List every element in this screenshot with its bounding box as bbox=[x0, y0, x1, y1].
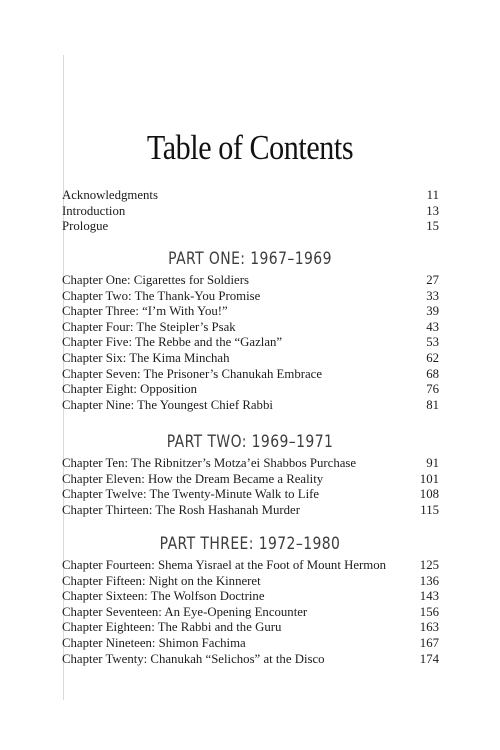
page-title: Table of Contents bbox=[146, 128, 354, 167]
entry-label: Chapter Nine: The Youngest Chief Rabbi bbox=[62, 397, 273, 412]
entry-page-number: 108 bbox=[419, 487, 439, 502]
part-one-chapter-list bbox=[62, 273, 439, 413]
toc-entry-chapter-1 bbox=[62, 273, 439, 289]
entry-label: Chapter Seventeen: An Eye-Opening Encounter bbox=[62, 604, 308, 619]
toc-entry-chapter-2 bbox=[62, 289, 439, 305]
toc-entry-chapter-8 bbox=[62, 382, 439, 398]
toc-entry-chapter-17 bbox=[62, 605, 439, 621]
entry-page-number: 39 bbox=[426, 304, 439, 319]
toc-entry-chapter-10 bbox=[62, 456, 439, 472]
toc-entry-chapter-5 bbox=[62, 335, 439, 351]
entry-label: Chapter Sixteen: The Wolfson Doctrine bbox=[62, 589, 265, 604]
entry-page-number: 27 bbox=[426, 273, 439, 287]
entry-page-number: 91 bbox=[426, 456, 439, 470]
entry-page-number: 101 bbox=[419, 471, 439, 486]
entry-page-number: 167 bbox=[419, 635, 439, 650]
entry-label: Chapter Eighteen: The Rabbi and the Guru bbox=[62, 620, 282, 635]
entry-page-number: 115 bbox=[420, 502, 439, 517]
part-three-chapter-list bbox=[62, 558, 439, 667]
entry-page-number: 81 bbox=[426, 397, 439, 412]
entry-label: Chapter Fourteen: Shema Yisrael at the Foot of Mount Hermon bbox=[62, 558, 387, 572]
toc-entry-chapter-11 bbox=[62, 472, 439, 488]
entry-label: Chapter Twelve: The Twenty-Minute Walk to Life bbox=[62, 487, 320, 502]
entry-label: Chapter Four: The Steipler’s Psak bbox=[62, 319, 236, 334]
toc-entry-chapter-4 bbox=[62, 320, 439, 336]
entry-page-number: 136 bbox=[419, 573, 439, 588]
entry-page-number: 43 bbox=[426, 319, 439, 334]
toc-entry-chapter-16 bbox=[62, 589, 439, 605]
entry-label: Introduction bbox=[62, 203, 126, 218]
toc-entry-chapter-7 bbox=[62, 367, 439, 383]
entry-label: Chapter Eight: Opposition bbox=[62, 382, 198, 397]
toc-entry-acknowledgments bbox=[62, 188, 439, 204]
entry-page-number: 33 bbox=[426, 288, 439, 303]
entry-label: Chapter Nineteen: Shimon Fachima bbox=[62, 635, 246, 650]
part-two-heading: PART TWO: 1969–1971 bbox=[166, 432, 334, 452]
entry-label: Prologue bbox=[62, 219, 109, 234]
entry-label: Chapter Twenty: Chanukah “Selichos” at the Disco bbox=[62, 651, 325, 666]
entry-page-number: 143 bbox=[419, 589, 439, 604]
entry-page-number: 13 bbox=[426, 203, 439, 218]
toc-entry-chapter-20 bbox=[62, 652, 439, 668]
part-three-heading: PART THREE: 1972–1980 bbox=[159, 534, 341, 554]
entry-label: Chapter Three: “I’m With You!” bbox=[62, 304, 228, 319]
entry-label: Chapter One: Cigarettes for Soldiers bbox=[62, 273, 249, 287]
toc-entry-chapter-6 bbox=[62, 351, 439, 367]
part-two-chapter-list bbox=[62, 456, 439, 518]
toc-entry-chapter-13 bbox=[62, 503, 439, 519]
entry-label: Chapter Six: The Kima Minchah bbox=[62, 350, 230, 365]
entry-page-number: 174 bbox=[419, 651, 439, 666]
toc-entry-chapter-3 bbox=[62, 304, 439, 320]
entry-page-number: 62 bbox=[426, 350, 439, 365]
entry-label: Chapter Seven: The Prisoner’s Chanukah Embrace bbox=[62, 366, 323, 381]
front-matter-list bbox=[62, 188, 439, 235]
entry-page-number: 156 bbox=[419, 604, 439, 619]
toc-entry-chapter-18 bbox=[62, 620, 439, 636]
entry-page-number: 76 bbox=[426, 382, 439, 397]
entry-page-number: 15 bbox=[426, 219, 439, 234]
entry-label: Chapter Fifteen: Night on the Kinneret bbox=[62, 573, 261, 588]
entry-label: Chapter Eleven: How the Dream Became a Reality bbox=[62, 471, 324, 486]
toc-entry-prologue bbox=[62, 219, 439, 235]
entry-page-number: 53 bbox=[426, 335, 439, 350]
entry-label: Chapter Two: The Thank-You Promise bbox=[62, 288, 261, 303]
entry-page-number: 68 bbox=[426, 366, 439, 381]
toc-entry-chapter-9 bbox=[62, 398, 439, 414]
toc-entry-introduction bbox=[62, 204, 439, 220]
part-one-heading: PART ONE: 1967–1969 bbox=[168, 249, 332, 269]
entry-label: Chapter Ten: The Ribnitzer’s Motza’ei Shabbos Purchase bbox=[62, 456, 357, 470]
toc-entry-chapter-19 bbox=[62, 636, 439, 652]
toc-entry-chapter-14 bbox=[62, 558, 439, 574]
entry-page-number: 125 bbox=[419, 558, 439, 572]
entry-page-number: 163 bbox=[419, 620, 439, 635]
toc-entry-chapter-12 bbox=[62, 487, 439, 503]
toc-entry-chapter-15 bbox=[62, 574, 439, 590]
entry-label: Acknowledgments bbox=[62, 188, 158, 202]
entry-label: Chapter Thirteen: The Rosh Hashanah Murder bbox=[62, 502, 300, 517]
entry-page-number: 11 bbox=[426, 188, 439, 202]
entry-label: Chapter Five: The Rebbe and the “Gazlan” bbox=[62, 335, 283, 350]
